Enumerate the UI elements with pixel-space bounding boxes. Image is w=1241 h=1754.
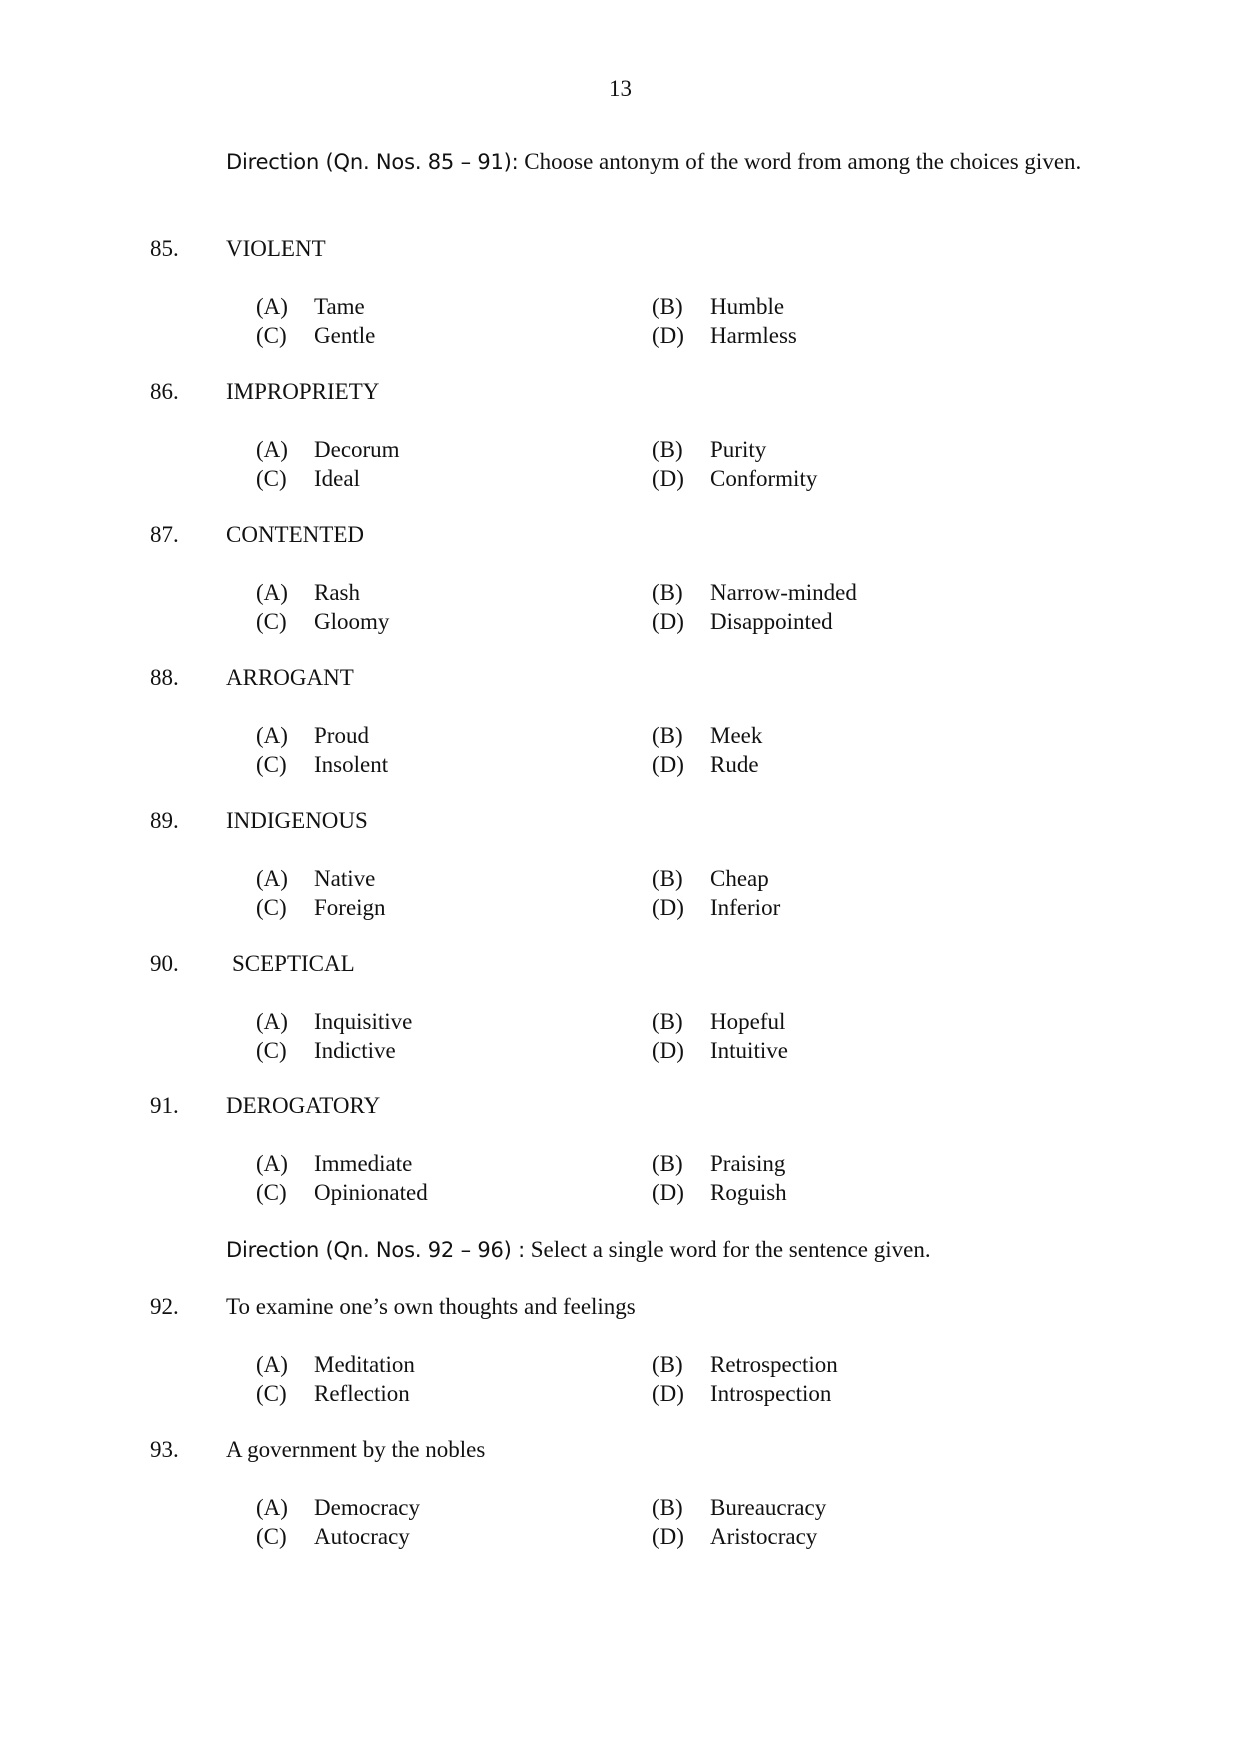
options-list: (A) Meditation (B) Retrospection (C) Reflection (D) Introspection [256,1352,838,1406]
question-text: CONTENTED [226,522,364,547]
direction-one-word [226,1236,1106,1264]
options-list: (A) Democracy (B) Bureaucracy (C) Autocracy (D) Aristocracy [256,1495,827,1549]
question-text: DEROGATORY [226,1093,381,1118]
question-number: 93. [150,1437,179,1462]
question-number: 90. [150,951,179,976]
question-88 [150,664,1110,780]
question-number: 91. [150,1093,179,1118]
question-85 [150,235,1110,351]
question-86 [150,378,1110,494]
question-number: 87. [150,522,179,547]
direction-text: Choose antonym of the word from among the choices given. [518,149,1082,174]
options-list: (A) Rash (B) Narrow-minded (C) Gloomy (D) Disappointed [256,580,857,634]
question-number: 89. [150,808,179,833]
direction-label: Direction (Qn. Nos. 85 – 91): [226,150,519,174]
question-number: 92. [150,1294,179,1319]
question-92 [150,1293,1110,1409]
options-list: (A) Inquisitive (B) Hopeful (C) Indictive (D) Intuitive [256,1009,788,1063]
options-list: (A) Tame (B) Humble (C) Gentle (D) Harmless [256,294,797,348]
question-89 [150,807,1110,923]
question-text: To examine one’s own thoughts and feelings [226,1294,636,1319]
options-list: (A) Proud (B) Meek (C) Insolent (D) Rude [256,723,763,777]
direction-antonyms [226,148,1106,176]
options-list: (A) Native (B) Cheap (C) Foreign (D) Inferior [256,866,781,920]
direction-text: Select a single word for the sentence given. [525,1237,931,1262]
question-number: 85. [150,236,179,261]
question-87 [150,521,1110,637]
question-text: ARROGANT [226,665,354,690]
question-90 [150,950,1110,1066]
question-number: 86. [150,379,179,404]
direction-label: Direction (Qn. Nos. 92 – 96) : [226,1238,526,1262]
question-text: IMPROPRIETY [226,379,380,404]
question-text: INDIGENOUS [226,808,368,833]
options-list: (A) Immediate (B) Praising (C) Opinionated (D) Roguish [256,1151,787,1205]
question-91 [150,1092,1110,1208]
question-93 [150,1436,1110,1552]
question-number: 88. [150,665,179,690]
options-list: (A) Decorum (B) Purity (C) Ideal (D) Conformity [256,437,818,491]
question-text: VIOLENT [226,236,326,261]
question-text: A government by the nobles [226,1437,486,1462]
page-number: 13 [609,76,632,101]
question-text: SCEPTICAL [232,951,355,976]
